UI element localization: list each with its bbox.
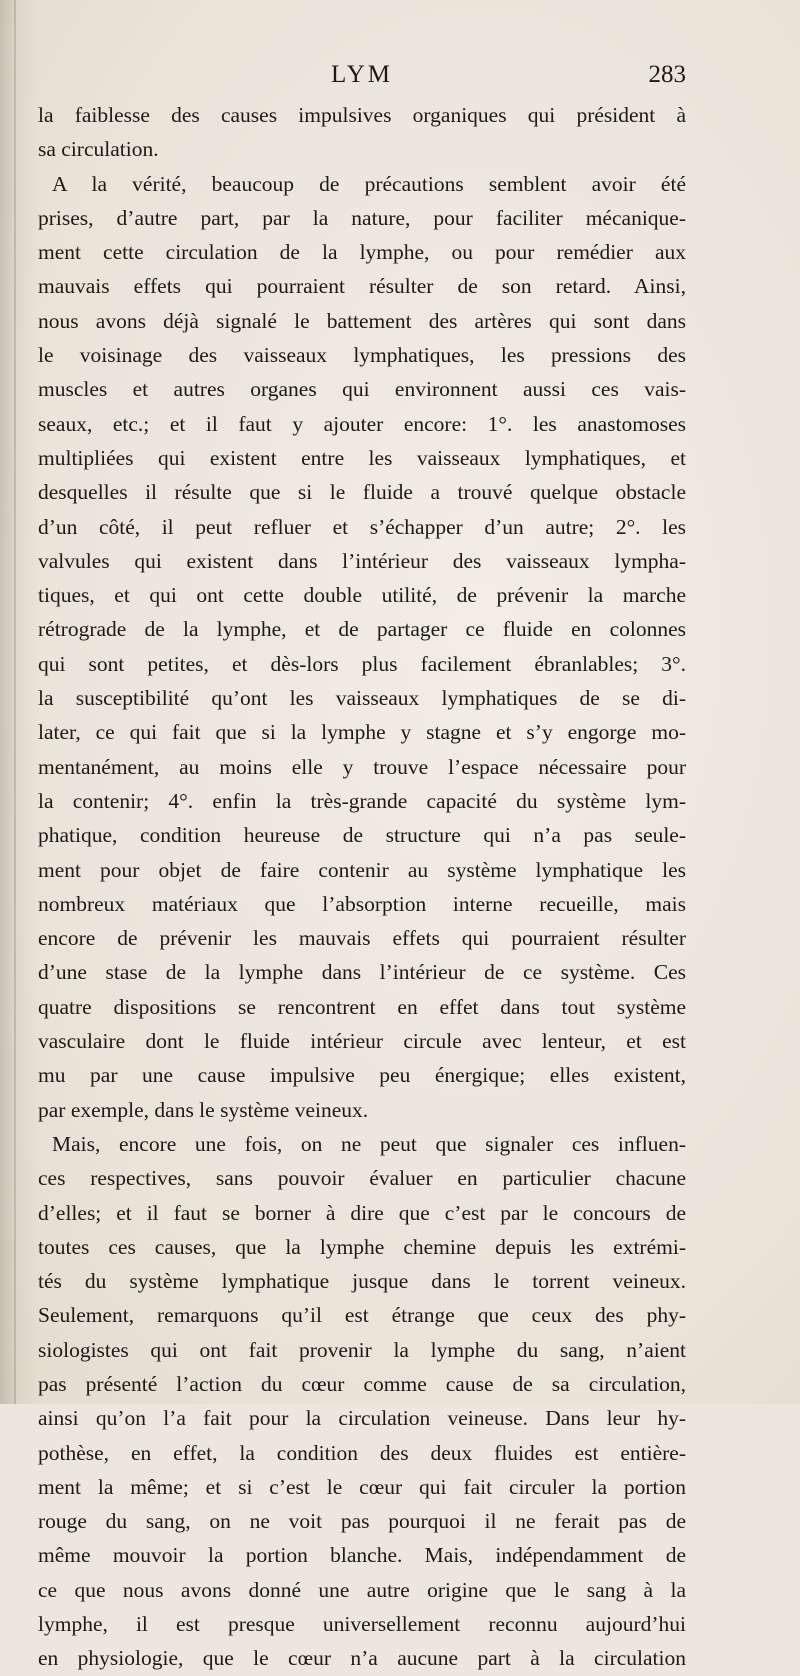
- text-line: ment la même; et si c’est le cœur qui fait circuler la portion: [38, 1474, 686, 1499]
- text-line: mentanément, au moins elle y trouve l’espace nécessaire pour: [38, 754, 686, 779]
- text-line: multipliées qui existent entre les vaisseaux lymphatiques, et: [38, 445, 686, 470]
- text-line: later, ce qui fait que si la lymphe y stagne et s’y engorge mo-: [38, 720, 686, 745]
- body-text: [38, 98, 686, 1676]
- text-line: ce que nous avons donné une autre origine que le sang à la: [38, 1577, 686, 1602]
- text-line: ment pour objet de faire contenir au système lymphatique les: [38, 857, 686, 882]
- text-line: en physiologie, que le cœur n’a aucune part à la circulation: [38, 1646, 686, 1671]
- text-line: tés du système lymphatique jusque dans le torrent veineux.: [38, 1269, 686, 1294]
- text-line: muscles et autres organes qui environnent aussi ces vais-: [38, 377, 686, 402]
- text-line: d’elles; et il faut se borner à dire que c’est par le concours de: [38, 1200, 686, 1225]
- text-line: mauvais effets qui pourraient résulter de son retard. Ainsi,: [38, 274, 686, 299]
- text-line: la faiblesse des causes impulsives organiques qui président à: [38, 103, 686, 127]
- text-line: quatre dispositions se rencontrent en effet dans tout système: [38, 994, 686, 1019]
- text-line: ces respectives, sans pouvoir évaluer en particulier chacune: [38, 1166, 686, 1191]
- text-line: la susceptibilité qu’ont les vaisseaux lymphatiques de se di-: [38, 686, 686, 711]
- text-line: seaux, etc.; et il faut y ajouter encore: 1°. les anastomoses: [38, 411, 686, 436]
- text-line: toutes ces causes, que la lymphe chemine depuis les extrémi-: [38, 1234, 686, 1259]
- text-line: ainsi qu’on l’a fait pour la circulation veineuse. Dans leur hy-: [38, 1406, 686, 1431]
- text-line: tiques, et qui ont cette double utilité, de prévenir la marche: [38, 583, 686, 608]
- binding-gutter: [14, 0, 16, 1404]
- text-line: prises, d’autre part, par la nature, pour faciliter mécanique-: [38, 205, 686, 230]
- text-line: siologistes qui ont fait provenir la lymphe du sang, n’aient: [38, 1337, 686, 1362]
- text-line: phatique, condition heureuse de structure qui n’a pas seule-: [38, 823, 686, 848]
- text-line: lymphe, il est presque universellement reconnu aujourd’hui: [38, 1612, 686, 1637]
- text-line: même mouvoir la portion blanche. Mais, indépendamment de: [38, 1543, 686, 1568]
- text-line: sa circulation.: [38, 137, 159, 162]
- text-line: qui sont petites, et dès-lors plus facilement ébranlables; 3°.: [38, 651, 686, 676]
- text-line: rétrograde de la lymphe, et de partager ce fluide en colonnes: [38, 617, 686, 642]
- text-line: mu par une cause impulsive peu énergique; elles existent,: [38, 1063, 686, 1088]
- text-line: ment cette circulation de la lymphe, ou pour remédier aux: [38, 240, 686, 265]
- text-line: vasculaire dont le fluide intérieur circule avec lenteur, et est: [38, 1029, 686, 1054]
- text-line: par exemple, dans le système veineux.: [38, 1097, 369, 1122]
- text-line: valvules qui existent dans l’intérieur des vaisseaux lympha-: [38, 548, 686, 573]
- running-head: [38, 58, 686, 92]
- text-line: rouge du sang, on ne voit pas pourquoi il ne ferait pas de: [38, 1509, 686, 1534]
- text-line: le voisinage des vaisseaux lymphatiques, les pressions des: [38, 343, 686, 368]
- text-line: pothèse, en effet, la condition des deux fluides est entière-: [38, 1440, 686, 1465]
- text-line: la contenir; 4°. enfin la très-grande capacité du système lym-: [38, 788, 686, 813]
- text-line: nombreux matériaux que l’absorption interne recueille, mais: [38, 891, 686, 916]
- running-head-title: LYM: [330, 61, 394, 88]
- text-line: A la vérité, beaucoup de précautions semblent avoir été: [52, 171, 686, 196]
- text-line: d’une stase de la lymphe dans l’intérieur de ce système. Ces: [38, 960, 686, 985]
- text-line: encore de prévenir les mauvais effets qui pourraient résulter: [38, 926, 686, 951]
- text-line: Mais, encore une fois, on ne peut que signaler ces influen-: [52, 1131, 686, 1156]
- text-line: d’un côté, il peut refluer et s’échapper d’un autre; 2°. les: [38, 514, 686, 539]
- text-line: desquelles il résulte que si le fluide a trouvé quelque obstacle: [38, 480, 686, 505]
- text-line: pas présenté l’action du cœur comme cause de sa circulation,: [38, 1371, 686, 1396]
- text-line: Seulement, remarquons qu’il est étrange que ceux des phy-: [38, 1303, 686, 1328]
- text-line: nous avons déjà signalé le battement des artères qui sont dans: [38, 308, 686, 333]
- page-number: 283: [648, 61, 686, 88]
